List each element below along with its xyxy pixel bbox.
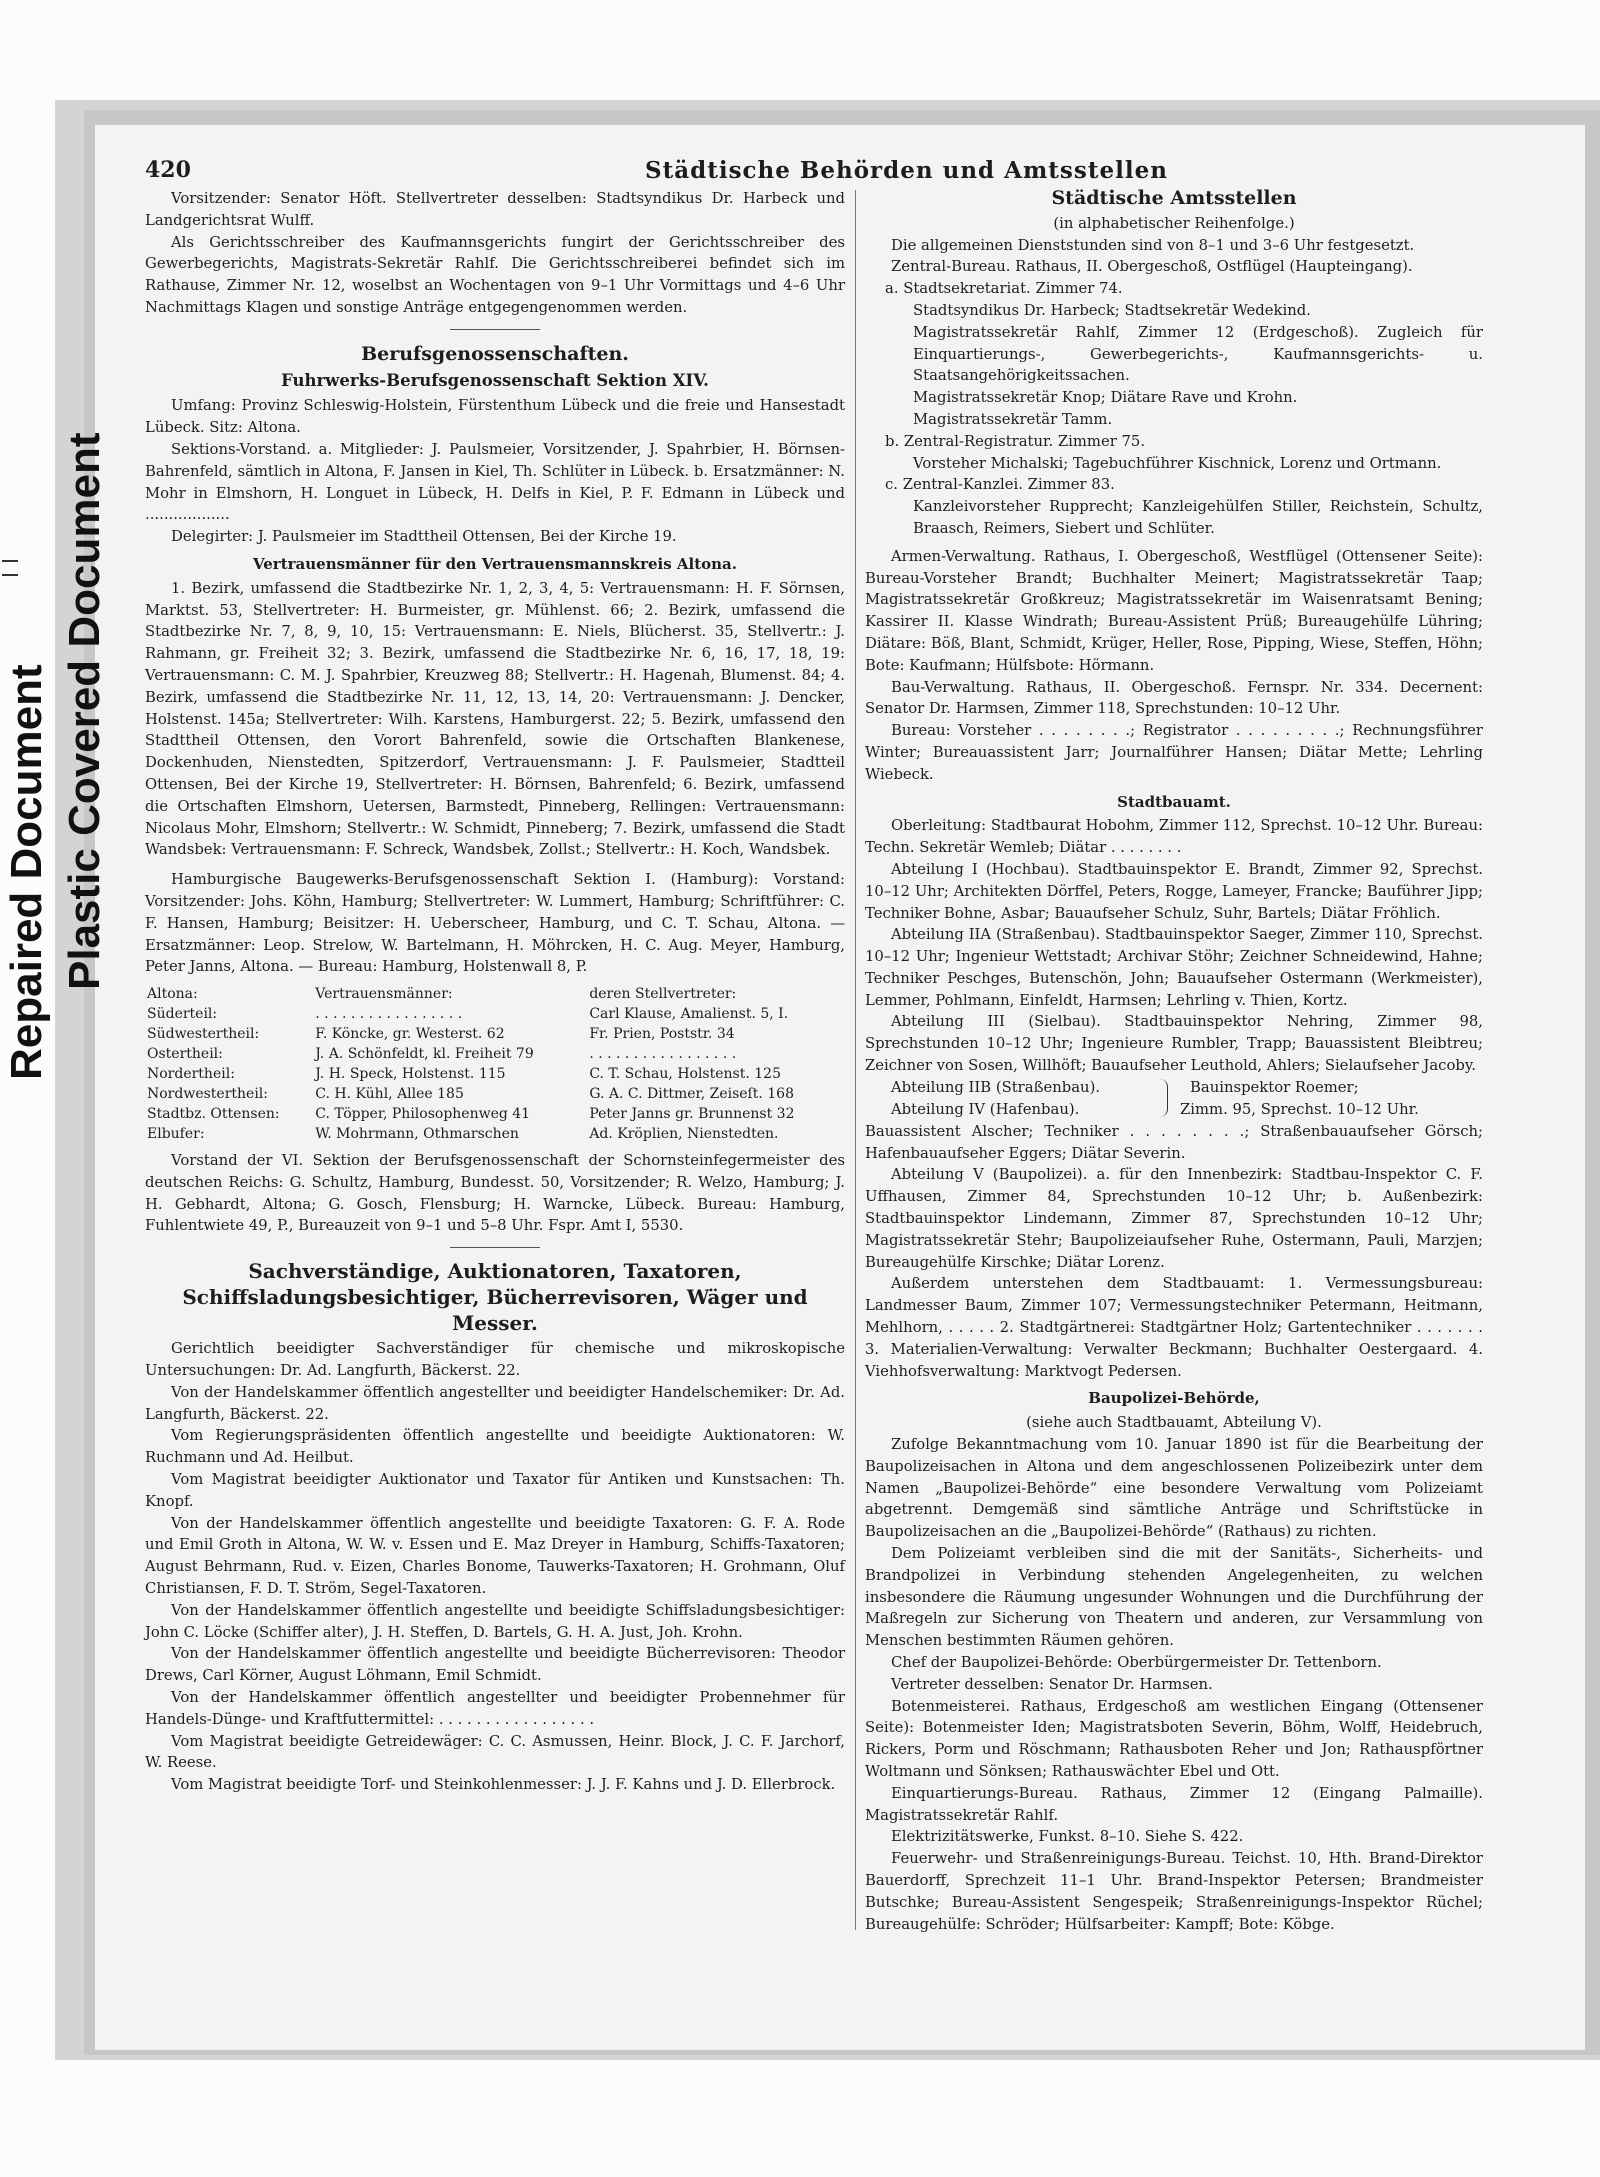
paragraph: Bureau: Vorsteher . . . . . . . .; Registrator . . . . . . . . .; Rechnungsführer Winter; Bureauassistent Jarr; Journalführer Hansen; Diätar Mette; Lehrling Wiebeck. xyxy=(865,722,1483,783)
table-cell: F. Köncke, gr. Westerst. 62 xyxy=(315,1026,505,1043)
side-labels xyxy=(0,0,109,2177)
paragraph: Bauassistent Alscher; Techniker . . . . . . . .; Straßenbauaufseher Görsch; Hafenbauaufseher Eggers; Diätar Severin. xyxy=(865,1122,1483,1162)
table-cell: W. Mohrmann, Othmarschen xyxy=(315,1126,519,1143)
table-cell: J. A. Schönfeldt, kl. Freiheit 79 xyxy=(315,1046,534,1063)
table-cell: . . . . . . . . . . . . . . . . . xyxy=(315,1006,463,1023)
table-row xyxy=(145,1044,845,1064)
subsection-heading: Vertrauensmänner für den Vertrauensmannskreis Altona. xyxy=(253,554,737,573)
subsection-heading: Baupolizei-Behörde, xyxy=(1088,1389,1260,1408)
paragraph: Delegirter: J. Paulsmeier im Stadttheil Ottensen, Bei der Kirche 19. xyxy=(171,528,677,546)
list-item: c. Zentral-Kanzlei. Zimmer 83. xyxy=(885,476,1115,494)
list-item: Magistratssekretär Knop; Diätare Rave und Krohn. xyxy=(913,389,1298,407)
table-cell: Ad. Kröplien, Nienstedten. xyxy=(589,1126,779,1143)
table-header-row xyxy=(145,984,845,1004)
subsection-heading: Stadtbauamt. xyxy=(1117,792,1231,811)
list-item: Vorsteher Michalski; Tagebuchführer Kischnick, Lorenz und Ortmann. xyxy=(913,454,1442,472)
paragraph: Gerichtlich beeidigter Sachverständiger für chemische und mikroskopische Untersuchungen: Dr. Ad. Langfurth, Bäckerst. 22. xyxy=(145,1340,845,1380)
paragraph: Abteilung IIA (Straßenbau). Stadtbauinspektor Saeger, Zimmer 110, Sprechst. 10–12 Uhr; Ingenieur Wettstadt; Archivar Stöhr; Zeichner Schneidewind, Hahne; Techniker Peschges, Butenschön, John; Bauaufseher Ostermann (Werkmeister), Lemmer, Pohlmann, Einfeldt, Harmsen; Lehrling v. Thien, Kortz. xyxy=(865,926,1483,1009)
table-row xyxy=(145,1064,845,1084)
paragraph: Zufolge Bekanntmachung vom 10. Januar 1890 ist für die Bearbeitung der Baupolizeisachen in Altona und dem angeschlossenen Polizeibezirk unter dem Namen „Baupolizei-Behörde“ eine besondere Verwaltung vom Polizeiamt abgetrennt. Demgemäß sind sämtliche Anträge und Schriftstücke in Baupolizeisachen an die „Baupolizei-Behörde“ (Rathaus) zu richten. xyxy=(865,1436,1483,1541)
paragraph: Bau-Verwaltung. Rathaus, II. Obergeschoß. Fernspr. Nr. 334. Decernent: Senator Dr. Harmsen, Zimmer 118, Sprechstunden: 10–12 Uhr. xyxy=(865,678,1483,718)
paragraph: Botenmeisterei. Rathaus, Erdgeschoß am westlichen Eingang (Ottensener Seite): Botenmeister Iden; Magistratsboten Severin, Böhm, Wolff, Heidebruch, Rickers, Porm und Röschmann; Rathausboten Reher und Jon; Rathauspförtner Woltmann und Sönksen; Rathauswächter Ebel und Ott. xyxy=(865,1697,1483,1780)
table-cell: C. Töpper, Philosophenweg 41 xyxy=(315,1106,531,1123)
table-cell: Fr. Prien, Poststr. 34 xyxy=(589,1026,735,1043)
paragraph: Vom Magistrat beeidigter Auktionator und Taxator für Antiken und Kunstsachen: Th. Knopf. xyxy=(145,1471,845,1510)
table-cell: C. H. Kühl, Allee 185 xyxy=(315,1086,464,1103)
table-cell: Südwestertheil: xyxy=(147,1026,260,1043)
paragraph: Vorstand der VI. Sektion der Berufsgenossenschaft der Schornsteinfegermeister des deutschen Reichs: G. Schultz, Hamburg, Bundesst. 50, Vorsitzender; R. Welzo, Hamburg; J. H. Gebhardt, Altona; G. Gosch, Flensburg; H. Warncke, Lübeck. Bureau: Hamburg, Fuhlentwiete 49, P., Bureauzeit von 9–1 und 5–8 Uhr. Fspr. Amt I, 5530. xyxy=(145,1152,845,1235)
zimmer-sprechst: Zimm. 95, Sprechst. 10–12 Uhr. xyxy=(1180,1100,1419,1118)
table-cell: G. A. C. Dittmer, Zeiseſt. 168 xyxy=(589,1086,794,1103)
paragraph: Vom Magistrat beeidigte Getreidewäger: C. C. Asmussen, Heinr. Block, J. C. F. Jarchorf, W. Reese. xyxy=(145,1732,845,1772)
plastic-covered-label: Plastic Covered Document xyxy=(60,432,109,990)
subsection-heading: Fuhrwerks-Berufsgenossenschaft Sektion XIV. xyxy=(281,370,709,390)
table-row xyxy=(145,1024,845,1044)
table-cell: Peter Janns gr. Brunnenst 32 xyxy=(589,1106,795,1123)
paragraph: Oberleitung: Stadtbaurat Hobohm, Zimmer 112, Sprechst. 10–12 Uhr. Bureau: Techn. Sekretär Wemleb; Diätar . . . . . . . . xyxy=(865,817,1483,857)
page-title: Städtische Behörden und Amtsstellen xyxy=(645,157,1168,184)
table-header-cell: Vertrauensmänner: xyxy=(315,986,453,1003)
paragraph: Von der Handelskammer öffentlich angestellte und beeidigte Schiffsladungsbesichtiger: John C. Löcke (Schiffer alter), J. H. Steffen, D. Bartels, G. H. A. Just, Joh. Krohn. xyxy=(145,1601,845,1641)
page-number: 420 xyxy=(145,157,191,183)
paragraph: Von der Handelskammer öffentlich angestellte und beeidigte Taxatoren: G. F. A. Rode und Emil Groth in Altona, W. W. v. Essen und E. Maz Dreyer in Hamburg, Schiffs-Taxatoren; August Behrmann, Rud. v. Eizen, Charles Bonome, Tauwerks-Taxatoren; H. Grohmann, Oluf Christiansen, F. D. T. Ström, Segel-Taxatoren. xyxy=(145,1514,845,1598)
paragraph: Hamburgische Baugewerks-Berufsgenossenschaft Sektion I. (Hamburg): Vorstand: Vorsitzender: Johs. Köhn, Hamburg; Stellvertreter: W. Lummert, Hamburg; Schriftführer: C. F. Hansen, Hamburg; Beisitzer: H. Ueberscheer, Hamburg, und C. T. Schau, Altona. — Ersatzmänner: Leop. Strelow, W. Bartelmann, H. Möhrcken, H. C. Aug. Meyer, Hamburg, Peter Janns, Altona. — Bureau: Hamburg, Holstenwall 8, P. xyxy=(145,871,845,976)
paragraph: Einquartierungs-Bureau. Rathaus, Zimmer 12 (Eingang Palmaille). Magistratssekretär Rahlf. xyxy=(865,1784,1483,1824)
right-column xyxy=(865,188,1483,1935)
paragraph: Umfang: Provinz Schleswig-Holstein, Fürstenthum Lübeck und die freie und Hansestadt Lübeck. Sitz: Altona. xyxy=(145,397,845,437)
table-cell: Nordwestertheil: xyxy=(147,1086,268,1103)
table-row xyxy=(145,1104,845,1124)
abteilung-brace-group xyxy=(865,1077,1483,1121)
bauinspektor: Bauinspektor Roemer; xyxy=(1190,1078,1359,1096)
table-row xyxy=(145,1004,845,1024)
table-cell: C. T. Schau, Holstenst. 125 xyxy=(589,1066,781,1083)
table-cell: Stadtbz. Ottensen: xyxy=(147,1106,280,1123)
table-cell: Süderteil: xyxy=(147,1006,218,1023)
table-row xyxy=(145,1124,845,1144)
paragraph: Von der Handelskammer öffentlich angestellter und beeidigter Probennehmer für Handels-Dünge- und Kraftfuttermittel: . . . . . . . . . . . . . . . . . xyxy=(145,1689,845,1728)
paragraph: Zentral-Bureau. Rathaus, II. Obergeschoß, Ostflügel (Haupteingang). xyxy=(891,258,1413,276)
table-cell: Ostertheil: xyxy=(147,1046,223,1063)
repaired-document-label: Repaired Document xyxy=(2,664,51,1080)
table-header-cell: deren Stellvertreter: xyxy=(589,986,737,1003)
abteilung-iv: Abteilung IV (Hafenbau). xyxy=(891,1100,1080,1118)
paragraph: Von der Handelskammer öffentlich angestellter und beeidigter Handelschemiker: Dr. Ad. Langfurth, Bäckerst. 22. xyxy=(145,1383,845,1423)
vertrauensmaenner-table xyxy=(145,984,845,1144)
list-item: Magistratssekretär Rahlf, Zimmer 12 (Erdgeschoß). Zugleich für Einquartierungs-, Gewerbegerichts-, Kaufmannsgerichts- u. Staatsangehörigkeitssachen. xyxy=(913,323,1483,385)
column-divider xyxy=(855,190,856,1930)
list-item: Magistratssekretär Tamm. xyxy=(913,410,1113,428)
table-cell: . . . . . . . . . . . . . . . . . xyxy=(589,1046,737,1063)
intro-paragraph: Vorsitzender: Senator Höft. Stellvertreter desselben: Stadtsyndikus Dr. Harbeck und Landgerichtsrat Wulff. xyxy=(145,190,845,229)
section-heading: Berufsgenossenschaften. xyxy=(361,342,629,365)
paragraph: Abteilung I (Hochbau). Stadtbauinspektor E. Brandt, Zimmer 92, Sprechst. 10–12 Uhr; Architekten Dörffel, Peters, Rogge, Lameyer, Francke; Bauführer Jipp; Techniker Bohne, Asbar; Bauaufseher Schulz, Suhr, Bartels; Diätar Fröhlich. xyxy=(865,860,1483,922)
paragraph: Abteilung III (Sielbau). Stadtbauinspektor Nehring, Zimmer 98, Sprechstunden 10–12 Uhr; Ingenieure Rumbler, Trapp; Bauassistent Bleibtreu; Zeichner von Sosen, Willhöft; Bauaufseher Leuthold, Ahlers; Sielaufseher Jacoby. xyxy=(865,1013,1483,1075)
divider xyxy=(450,329,540,330)
table-cell: Nordertheil: xyxy=(147,1066,235,1083)
left-column xyxy=(145,188,845,1796)
divider xyxy=(450,1247,540,1248)
page-header xyxy=(145,157,1500,187)
list-item: Kanzleivorsteher Rupprecht; Kanzleigehülfen Stiller, Reichstein, Schultz, Braasch, Reimers, Siebert und Schlüter. xyxy=(913,498,1483,537)
paragraph: Armen-Verwaltung. Rathaus, I. Obergeschoß, Westflügel (Ottensener Seite): Bureau-Vorsteher Brandt; Buchhalter Meinert; Magistratssekretär Taap; Magistratssekretär Großkreuz; Magistratssekretär im Waisenratsamt Bening; Kassirer II. Klasse Windrath; Bureau-Assistent Prüß; Bureaugehülfe Lühring; Diätare: Böß, Blant, Schmidt, Krüger, Heller, Rose, Pipping, Wiese, Steffen, Höhn; Bote: Kaufmann; Hülfsbote: Hörmann. xyxy=(865,547,1483,674)
list-item: Stadtsyndikus Dr. Harbeck; Stadtsekretär Wedekind. xyxy=(913,301,1311,319)
list-item: b. Zentral-Registratur. Zimmer 75. xyxy=(885,432,1146,450)
paragraph: Chef der Baupolizei-Behörde: Oberbürgermeister Dr. Tettenborn. xyxy=(891,1654,1382,1671)
paragraph: Die allgemeinen Dienststunden sind von 8–1 und 3–6 Uhr festgesetzt. xyxy=(891,236,1415,254)
paragraph: 1. Bezirk, umfassend die Stadtbezirke Nr. 1, 2, 3, 4, 5: Vertrauensmann: H. F. Sörnsen, Marktst. 53, Stellvertreter: H. Burmeister, gr. Mühlenst. 66; 2. Bezirk, umfassend die Stadtbezirke Nr. 7, 8, 9, 10, 15: Vertrauensmann: E. Niels, Blücherst. 35, Stellvertr.: J. Rahmann, gr. Freiheit 32; 3. Bezirk, umfassend die Stadtbezirke Nr. 6, 16, 17, 18, 19: Vertrauensmann: C. M. J. Spahrbier, Kreuzweg 88; Stellvertr.: H. Hagenah, Blumenst. 84; 4. Bezirk, umfassend die Stadtbezirke Nr. 11, 12, 13, 14, 20: Vertrauensmann: J. Dencker, Holstenst. 145a; Stellvertreter: Wilh. Karstens, Hamburgerst. 22; 5. Bezirk, umfassend den Stadttheil Ottensen, den Vorort Bahrenfeld, sowie die Ortschaften Blankenese, Dockenhuden, Nienstedten, Spitzerdorf, Vertrauensmann: J. F. Paulsmeier, Stadtteil Ottensen, Bei der Kirche 19, Stellvertreter: H. Börnsen, Bahrenfeld; 6. Bezirk, umfassend die Ortschaften Elmshorn, Uetersen, Barmstedt, Pinneberg, Rellingen: Vertrauensmann: Nicolaus Mohr, Elmshorn; Stellvertr.: W. Schmidt, Pinneberg; 7. Bezirk, umfassend die Stadt Wandsbek: Vertrauensmann: F. Schreck, Wandsbek, Zollst.; Stellvertr.: H. Koch, Wandsbek. xyxy=(145,579,845,859)
paragraph: Außerdem unterstehen dem Stadtbauamt: 1. Vermessungsbureau: Landmesser Baum, Zimmer 107; Vermessungstechniker Petermann, Heitmann, Mehlhorn, . . . . . 2. Stadtgärtnerei: Stadtgärtner Holz; Gartentechniker . . . . . . . 3. Materialien-Verwaltung: Verwalter Beckmann; Buchhalter Oestergaard. 4. Viehhofsverwaltung: Marktvogt Pedersen. xyxy=(865,1275,1483,1380)
list-item: a. Stadtsekretariat. Zimmer 74. xyxy=(885,280,1123,298)
table-row xyxy=(145,1084,845,1104)
section-subheading: (siehe auch Stadtbauamt, Abteilung V). xyxy=(1026,1414,1322,1432)
paragraph: Vom Regierungspräsidenten öffentlich angestellte und beeidigte Auktionatoren: W. Ruchmann und Ad. Heilbut. xyxy=(145,1427,845,1467)
intro-paragraph: Als Gerichtsschreiber des Kaufmannsgerichts fungirt der Gerichtsschreiber des Gewerbegerichts, Magistrats-Sekretär Rahlf. Die Gerichtsschreiberei befindet sich im Rathause, Zimmer Nr. 12, woselbst an Wochentagen von 9–1 Uhr Vormittags und 4–6 Uhr Nachmittags Klagen und sonstige Anträge entgegengenommen werden. xyxy=(145,233,845,316)
paragraph: Vom Magistrat beeidigte Torf- und Steinkohlenmesser: J. J. F. Kahns und J. D. Ellerbrock. xyxy=(171,1776,836,1794)
paragraph: Feuerwehr- und Straßenreinigungs-Bureau. Teichst. 10, Hth. Brand-Direktor Bauerdorff, Sprechzeit 11–1 Uhr. Brand-Inspektor Petersen; Brandmeister Butschke; Bureau-Assistent Sengespeik; Straßenreinigungs-Inspektor Rüchel; Bureaugehülfe: Schröder; Hülfsarbeiter: Kampff; Bote: Köbge. xyxy=(865,1850,1483,1933)
table-header-cell: Altona: xyxy=(147,986,198,1003)
paragraph: Sektions-Vorstand. a. Mitglieder: J. Paulsmeier, Vorsitzender, J. Spahrbier, H. Börnsen-Bahrenfeld, sämtlich in Altona, F. Jansen in Kiel, Th. Schlüter in Lübeck. b. Ersatzmänner: N. Mohr in Elmshorn, H. Longuet in Lübeck, H. Delfs in Kiel, P. F. Edmann in Lübeck und .................. xyxy=(145,440,845,524)
table-cell: Carl Klause, Amalienst. 5, I. xyxy=(589,1006,789,1023)
paragraph: Von der Handelskammer öffentlich angestellte und beeidigte Bücherrevisoren: Theodor Drews, Carl Körner, August Löhmann, Emil Schmidt. xyxy=(145,1645,845,1685)
paragraph: Vertreter desselben: Senator Dr. Harmsen. xyxy=(891,1675,1213,1693)
section-heading: Städtische Amtsstellen xyxy=(1051,187,1297,209)
abteilung-iib: Abteilung IIB (Straßenbau). xyxy=(891,1078,1101,1096)
paragraph: Elektrizitätswerke, Funkst. 8–10. Siehe S. 422. xyxy=(891,1828,1244,1846)
paragraph: Dem Polizeiamt verbleiben sind die mit der Sanitäts-, Sicherheits- und Brandpolizei in Verbindung stehenden Angelegenheiten, zu welchen insbesondere die Räumung ungesunder Wohnungen und die Durchführung der Maßregeln zur Sicherung von Theatern und anderen, zur Versammlung von Menschen bestimmten Räumen gehören. xyxy=(865,1545,1483,1650)
section-heading: Sachverständige, Auktionatoren, Taxatoren, Schiffsladungsbesichtiger, Bücherrevisoren, Wäger und Messer. xyxy=(182,1259,808,1336)
paragraph: Abteilung V (Baupolizei). a. für den Innenbezirk: Stadtbau-Inspektor C. F. Uffhausen, Zimmer 84, Sprechstunden 10–12 Uhr; b. Außenbezirk: Stadtbauinspektor Lindemann, Zimmer 87, Sprechstunden 10–12 Uhr; Magistratssekretär Stehr; Baupolizeiaufseher Ruhe, Ostermann, Pauli, Marzjen; Bureaugehülfe Kirschke; Diätar Lorenz. xyxy=(865,1166,1483,1271)
section-subheading: (in alphabetischer Reihenfolge.) xyxy=(1053,214,1295,232)
table-cell: Elbufer: xyxy=(147,1126,205,1143)
brace xyxy=(1157,1079,1168,1117)
table-cell: J. H. Speck, Holstenst. 115 xyxy=(315,1066,506,1083)
